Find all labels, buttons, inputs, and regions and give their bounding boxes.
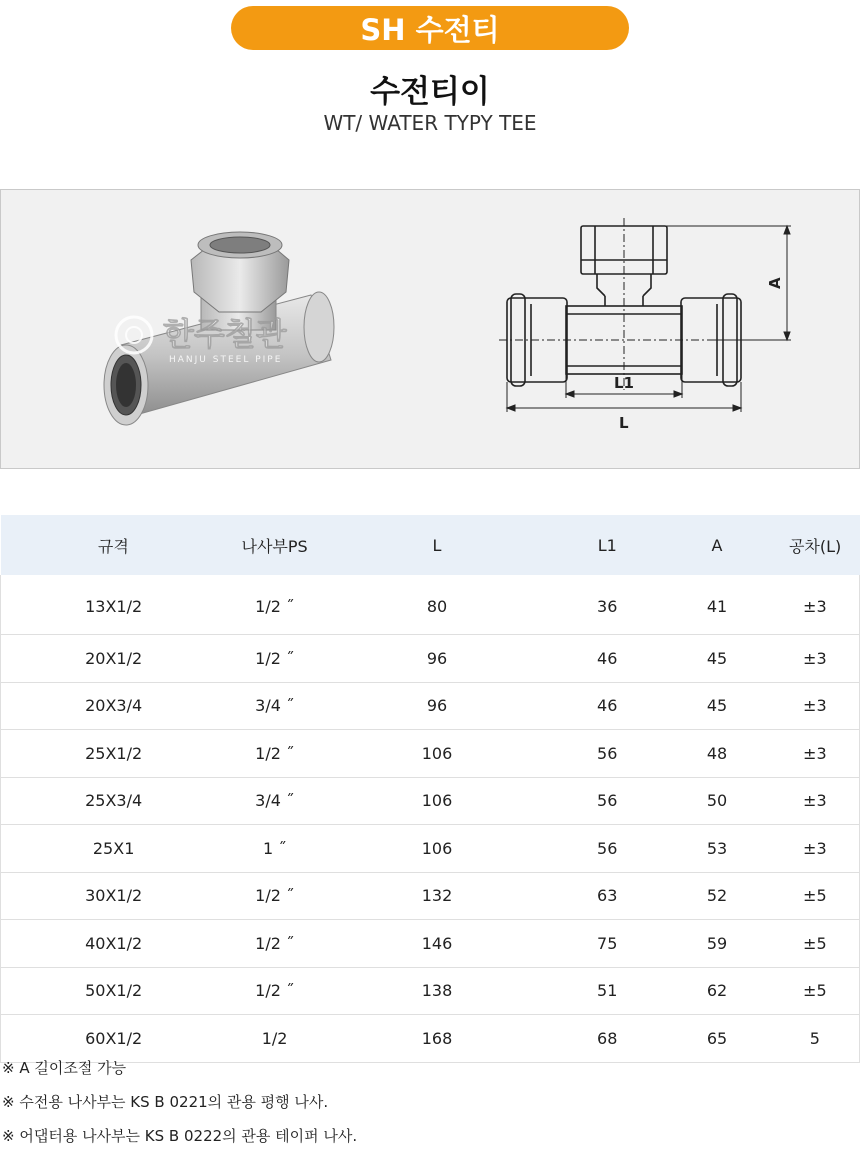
cell-tolerance: ±5 (771, 920, 860, 968)
cell-l: 106 (323, 777, 551, 825)
cell-tolerance: ±3 (771, 635, 860, 683)
col-header-size: 규격 (1, 515, 227, 575)
cell-a: 52 (663, 872, 770, 920)
product-badge: SH 수전티 (231, 6, 629, 50)
cell-size: 25X3/4 (1, 777, 227, 825)
cell-a: 45 (663, 635, 770, 683)
cell-size: 25X1 (1, 825, 227, 873)
cell-l: 146 (323, 920, 551, 968)
cell-l1: 36 (551, 575, 663, 635)
cell-l: 96 (323, 682, 551, 730)
cell-size: 20X1/2 (1, 635, 227, 683)
table-header-row (1, 515, 860, 575)
figure-panel (0, 189, 860, 469)
col-header-l1: L1 (551, 515, 663, 575)
cell-size: 50X1/2 (1, 967, 227, 1015)
table-row (1, 635, 860, 683)
cell-a: 62 (663, 967, 770, 1015)
spec-table (0, 515, 860, 1063)
cell-size: 13X1/2 (1, 575, 227, 635)
cell-size: 20X3/4 (1, 682, 227, 730)
technical-drawing (491, 214, 791, 444)
dimension-l-label: L (619, 414, 629, 432)
cell-l1: 63 (551, 872, 663, 920)
table-row (1, 920, 860, 968)
cell-size: 30X1/2 (1, 872, 227, 920)
cell-l1: 56 (551, 825, 663, 873)
cell-tolerance: ±5 (771, 967, 860, 1015)
table-row (1, 575, 860, 635)
cell-a: 65 (663, 1015, 770, 1063)
cell-size: 60X1/2 (1, 1015, 227, 1063)
col-header-l: L (323, 515, 551, 575)
table-row (1, 777, 860, 825)
cell-l1: 46 (551, 682, 663, 730)
cell-l1: 68 (551, 1015, 663, 1063)
cell-size: 25X1/2 (1, 730, 227, 778)
cell-a: 59 (663, 920, 770, 968)
cell-l1: 56 (551, 730, 663, 778)
cell-a: 45 (663, 682, 770, 730)
cell-tolerance: ±3 (771, 682, 860, 730)
table-row (1, 825, 860, 873)
cell-a: 41 (663, 575, 770, 635)
cell-l1: 75 (551, 920, 663, 968)
cell-thread: 1/2 ˝ (226, 730, 323, 778)
cell-thread: 3/4 ˝ (226, 682, 323, 730)
cell-l: 138 (323, 967, 551, 1015)
cell-l: 132 (323, 872, 551, 920)
cell-thread: 1/2 (226, 1015, 323, 1063)
cell-tolerance: ±3 (771, 777, 860, 825)
cell-tolerance: 5 (771, 1015, 860, 1063)
table-row (1, 1015, 860, 1063)
cell-thread: 1/2 ˝ (226, 635, 323, 683)
page-title: 수전티이 (370, 74, 490, 110)
cell-a: 48 (663, 730, 770, 778)
cell-thread: 1/2 ˝ (226, 575, 323, 635)
table-row (1, 872, 860, 920)
cell-l: 96 (323, 635, 551, 683)
notes (2, 1058, 357, 1160)
cell-tolerance: ±3 (771, 825, 860, 873)
cell-l1: 56 (551, 777, 663, 825)
cell-l1: 46 (551, 635, 663, 683)
cell-thread: 1 ˝ (226, 825, 323, 873)
col-header-thread: 나사부PS (226, 515, 323, 575)
cell-thread: 1/2 ˝ (226, 920, 323, 968)
cell-thread: 3/4 ˝ (226, 777, 323, 825)
note-item: ※ 수전용 나사부는 KS B 0221의 관용 평행 나사. (2, 1093, 329, 1111)
page-subtitle: WT/ WATER TYPY TEE (323, 111, 537, 135)
cell-l: 168 (323, 1015, 551, 1063)
dimension-l1-label: L1 (614, 374, 634, 392)
dimension-a-label: A (766, 277, 784, 289)
col-header-tolerance: 공차(L) (771, 515, 860, 575)
cell-tolerance: ±3 (771, 730, 860, 778)
cell-l: 106 (323, 730, 551, 778)
note-item: ※ A 길이조절 가능 (2, 1059, 127, 1077)
cell-thread: 1/2 ˝ (226, 967, 323, 1015)
table-row (1, 682, 860, 730)
cell-tolerance: ±5 (771, 872, 860, 920)
cell-a: 50 (663, 777, 770, 825)
cell-l: 106 (323, 825, 551, 873)
col-header-a: A (663, 515, 770, 575)
cell-tolerance: ±3 (771, 575, 860, 635)
cell-l: 80 (323, 575, 551, 635)
cell-l1: 51 (551, 967, 663, 1015)
watermark-logo: 한주철관 (163, 315, 287, 353)
watermark-text: HANJU STEEL PIPE (169, 355, 283, 365)
cell-thread: 1/2 ˝ (226, 872, 323, 920)
product-photo (91, 220, 351, 440)
cell-size: 40X1/2 (1, 920, 227, 968)
note-item: ※ 어댑터용 나사부는 KS B 0222의 관용 테이퍼 나사. (2, 1127, 358, 1145)
table-row (1, 967, 860, 1015)
cell-a: 53 (663, 825, 770, 873)
table-row (1, 730, 860, 778)
